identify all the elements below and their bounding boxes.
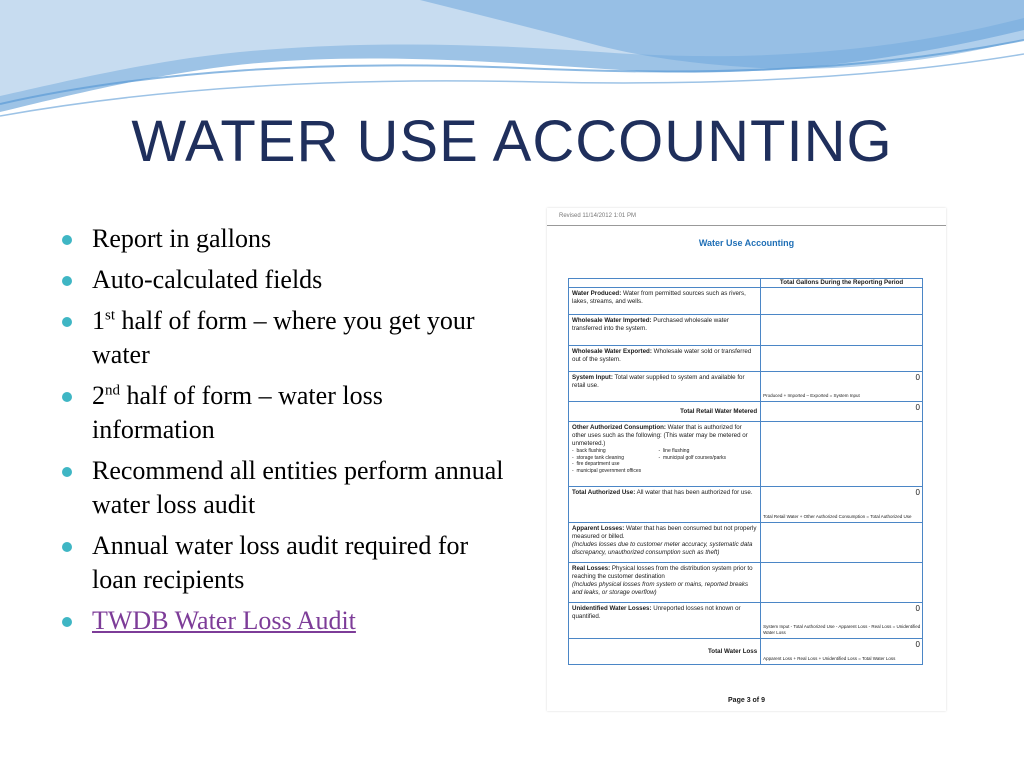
bullet-list [62, 222, 512, 645]
table-row: Wholesale Water Exported: Wholesale water sold or transferred out of the system. [569, 346, 923, 372]
value-cell: 0 System Input - Total Authorized Use - Apparent Loss - Real Loss = Unidentified Water Loss [761, 603, 923, 639]
bullet-item: 2nd half of form – water loss information [62, 379, 512, 447]
bullet-icon [62, 392, 72, 402]
value-cell [761, 563, 923, 603]
bullet-item: Recommend all entities perform annual water loss audit [62, 454, 512, 522]
table-row: Total Retail Water Metered 0 [569, 402, 923, 422]
value-cell [761, 523, 923, 563]
column-header: Total Gallons During the Reporting Period [761, 279, 923, 288]
table-row: Total Authorized Use: All water that has been authorized for use. 0 Total Retail Water + Other Authorized Consumption = Total Authorized Use [569, 487, 923, 523]
other-uses-list: - back flushing - line flushing - storage tank cleaning - municipal golf courses/parks - fire department use - municipal government offices [572, 448, 727, 474]
table-row: Water Produced: Water from permitted sources such as rivers, lakes, streams, and wells. [569, 288, 923, 315]
value-cell [761, 422, 923, 487]
header-rule [547, 225, 946, 226]
form-preview-image [547, 208, 946, 711]
bullet-icon [62, 467, 72, 477]
water-accounting-table [568, 278, 923, 665]
bullet-item [62, 604, 512, 638]
table-row: Total Water Loss 0 Apparent Loss + Real Loss + Unidentified Loss = Total Water Loss [569, 639, 923, 665]
revision-date: Revised 11/14/2012 1:01 PM [559, 213, 636, 219]
form-title: Water Use Accounting [698, 238, 795, 248]
bullet-icon [62, 617, 72, 627]
table-header-row [569, 279, 923, 288]
table-row: Unidentified Water Losses: Unreported losses not known or quantified. 0 System Input - Total Authorized Use - Apparent Loss - Real Loss = Unidentified Water Loss [569, 603, 923, 639]
value-cell [761, 315, 923, 346]
value-cell: 0 Total Retail Water + Other Authorized Consumption = Total Authorized Use [761, 487, 923, 523]
bullet-item: 1st half of form – where you get your water [62, 304, 512, 372]
value-cell: 0 Apparent Loss + Real Loss + Unidentified Loss = Total Water Loss [761, 639, 923, 665]
table-row: Real Losses: Physical losses from the distribution system prior to reaching the customer destination (Includes physical losses from system or mains, reported breaks and leaks, or storage overflow) [569, 563, 923, 603]
twdb-audit-link[interactable]: TWDB Water Loss Audit [92, 606, 356, 635]
bullet-icon [62, 235, 72, 245]
value-cell [761, 346, 923, 372]
table-row: Other Authorized Consumption: Water that is authorized for other uses such as the following: (This water may be metered or unmetered.) - back flushing - line flushing - storage tank cleaning - municipal golf courses/parks - fire department use - municipal government offices [569, 422, 923, 487]
table-row: Apparent Losses: Water that has been consumed but not properly measured or billed. (Includes losses due to customer meter accuracy, systematic data discrepancy, unauthorized consumption such as theft) [569, 523, 923, 563]
bullet-icon [62, 542, 72, 552]
bullet-item: Report in gallons [62, 222, 512, 256]
value-cell: 0 Produced + Imported – Exported = System Input [761, 372, 923, 402]
bullet-item: Annual water loss audit required for loan recipients [62, 529, 512, 597]
slide-title: WATER USE ACCOUNTING [131, 109, 893, 174]
page-number: Page 3 of 9 [728, 697, 765, 704]
bullet-item: Auto-calculated fields [62, 263, 512, 297]
value-cell: 0 [761, 402, 923, 422]
bullet-icon [62, 276, 72, 286]
value-cell [761, 288, 923, 315]
bullet-icon [62, 317, 72, 327]
table-row: System Input: Total water supplied to system and available for retail use. 0 Produced + Imported – Exported = System Input [569, 372, 923, 402]
table-row: Wholesale Water Imported: Purchased wholesale water transferred into the system. [569, 315, 923, 346]
